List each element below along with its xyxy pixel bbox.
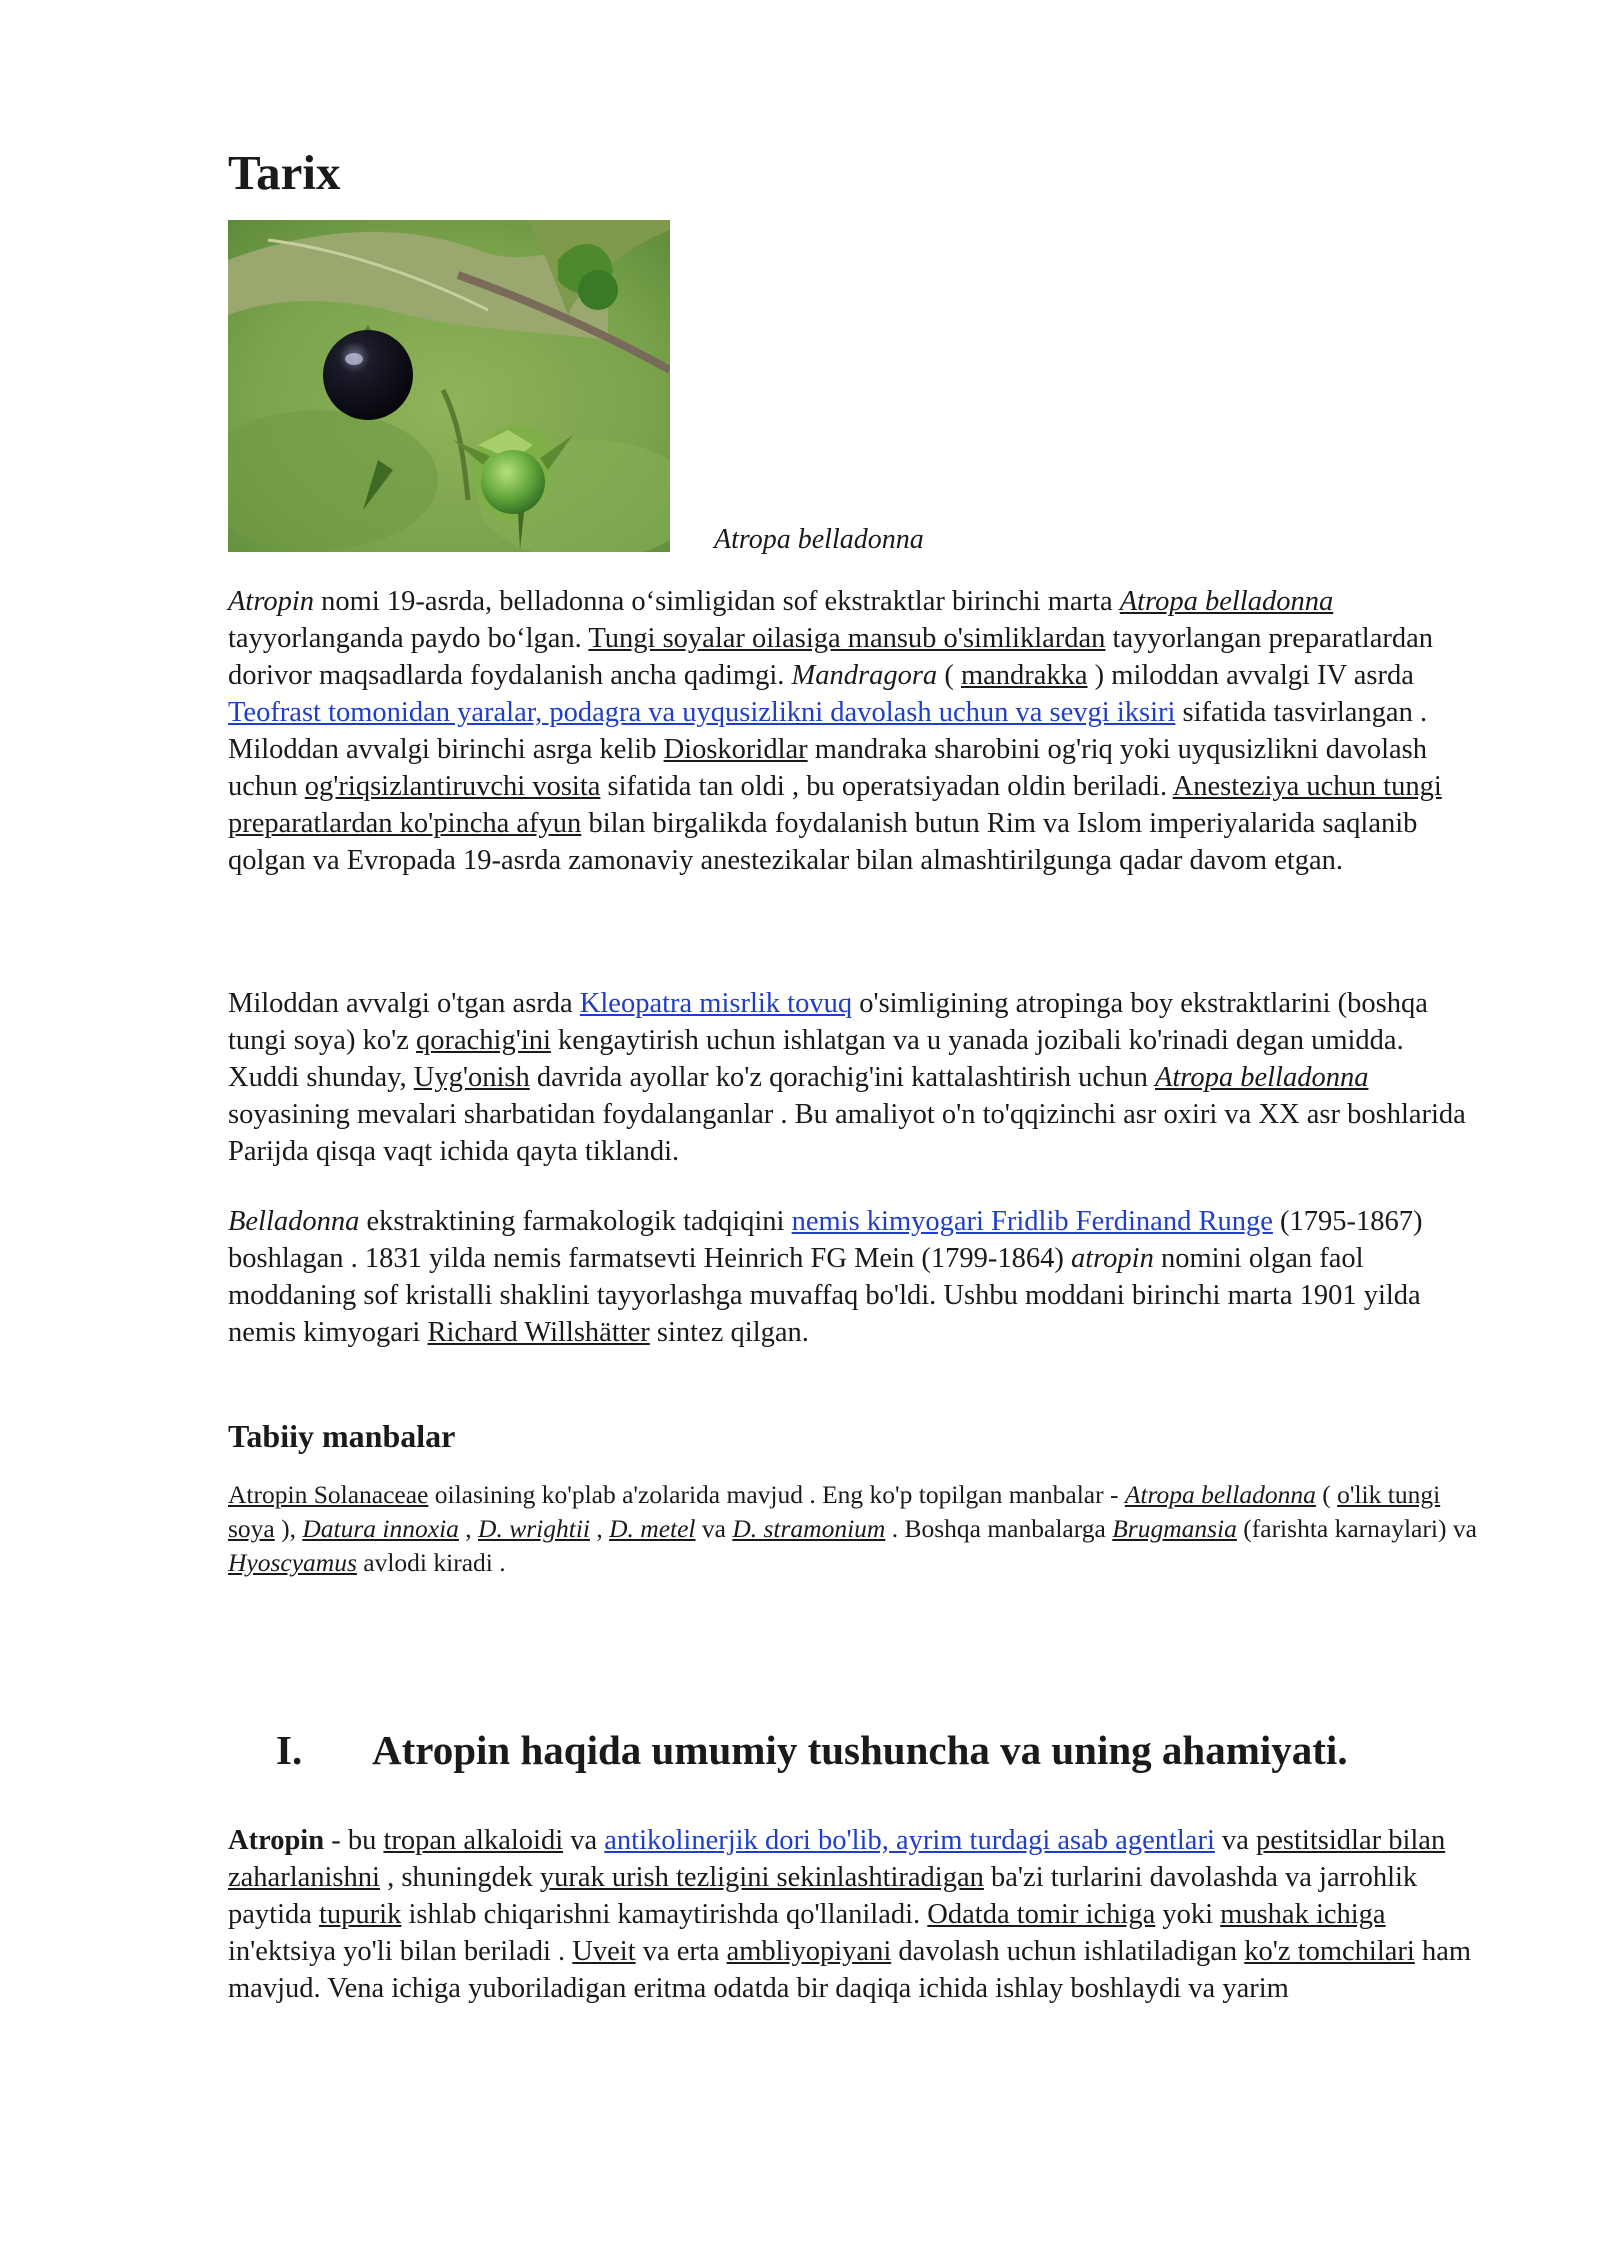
text-run: nomini olgan faol moddaning sof kristalli shaklini tayyorlashga muvaffaq bo'ldi. Ushbu moddani birinchi marta 1901 yilda nemis kimyogari bbox=[228, 1243, 1421, 1348]
text-run: ( bbox=[937, 660, 961, 691]
inline-link[interactable]: D. wrightii bbox=[478, 1514, 590, 1543]
paragraph-natural-sources bbox=[228, 1478, 1478, 1580]
section-title: Atropin haqida umumiy tushuncha va uning ahamiyati. bbox=[372, 1727, 1348, 1773]
text-run: va bbox=[695, 1514, 733, 1543]
text-run: avlodi kiradi . bbox=[356, 1548, 506, 1577]
text-run: - bu bbox=[324, 1825, 384, 1856]
text-run: , shuningdek bbox=[379, 1862, 540, 1893]
text-run: mandraka sharobini og'riq yoki uyqusizlikni davolash uchun bbox=[228, 734, 1428, 802]
inline-link[interactable]: o'lik tungi soya bbox=[228, 1480, 1441, 1543]
inline-link[interactable]: Richard Willshätter bbox=[427, 1317, 650, 1348]
paragraph-history-1 bbox=[228, 583, 1478, 879]
text-run: sintez qilgan. bbox=[649, 1317, 809, 1348]
text-run: va bbox=[1214, 1825, 1257, 1856]
inline-link[interactable]: D. stramonium bbox=[732, 1514, 886, 1543]
inline-link[interactable]: mandrakka bbox=[960, 660, 1088, 691]
inline-link[interactable]: og'riqsizlantiruvchi vosita bbox=[304, 771, 601, 802]
inline-link[interactable]: Atropa belladonna bbox=[1154, 1062, 1369, 1093]
text-run: o'simligining atropinga boy ekstraktlarini (boshqa tungi soya) ko'z bbox=[228, 988, 1428, 1056]
text-run: tayyorlangan preparatlardan dorivor maqsadlarda foydalanish ancha qadimgi. bbox=[228, 623, 1434, 691]
inline-link[interactable]: ko'z tomchilari bbox=[1244, 1936, 1415, 1967]
text-run: Belladonna bbox=[228, 1206, 360, 1237]
inline-link[interactable]: Anesteziya uchun tungi preparatlardan ko'pincha afyun bbox=[228, 771, 1442, 839]
section-number: I. bbox=[276, 1727, 303, 1773]
inline-link[interactable]: Tungi soyalar oilasiga mansub o'simliklardan bbox=[588, 623, 1106, 654]
inline-link[interactable]: Brugmansia bbox=[1112, 1514, 1237, 1543]
text-run: Miloddan avvalgi o'tgan asrda bbox=[228, 988, 580, 1019]
text-run: ham mavjud. Vena ichiga yuboriladigan eritma odatda bir daqiqa ichida ishlay boshlaydi va yarim bbox=[228, 1936, 1472, 2004]
text-run: nomi 19-asrda, belladonna o‘simligidan sof ekstraktlar birinchi marta bbox=[314, 586, 1120, 617]
text-run: ) miloddan avvalgi IV asrda bbox=[1087, 660, 1414, 691]
paragraph-history-2 bbox=[228, 985, 1478, 1170]
text-run: va bbox=[563, 1825, 605, 1856]
inline-link[interactable]: Kleopatra misrlik tovuq bbox=[579, 988, 853, 1019]
inline-link[interactable]: pestitsidlar bilan zaharlanishni bbox=[228, 1825, 1446, 1893]
subheading-natural-sources: Tabiiy manbalar bbox=[228, 1418, 456, 1454]
text-run: in'ektsiya yo'li bilan beriladi . bbox=[228, 1936, 573, 1967]
paragraph-atropine-overview bbox=[228, 1822, 1478, 2007]
inline-link[interactable]: mushak ichiga bbox=[1220, 1899, 1386, 1930]
text-run: soyasining mevalari sharbatidan foydalanganlar . Bu amaliyot o'n to'qqizinchi asr oxiri va XX asr boshlarida Parijda qisqa vaqt ichida qayta tiklandi. bbox=[228, 1099, 1466, 1167]
inline-link[interactable]: Uyg'onish bbox=[413, 1062, 530, 1093]
text-run: va erta bbox=[635, 1936, 727, 1967]
section-heading bbox=[276, 1727, 1348, 1773]
text-run: Mandragora bbox=[791, 660, 938, 691]
text-run: . Boshqa manbalarga bbox=[885, 1514, 1113, 1543]
inline-link[interactable]: Atropa belladonna bbox=[1119, 586, 1334, 617]
inline-link[interactable]: Uveit bbox=[572, 1936, 636, 1967]
inline-link[interactable]: Dioskoridlar bbox=[663, 734, 808, 765]
inline-link[interactable]: yurak urish tezligini sekinlashtiradigan bbox=[539, 1862, 984, 1893]
text-run: davolash uchun ishlatiladigan bbox=[891, 1936, 1245, 1967]
inline-link[interactable]: tropan alkaloidi bbox=[383, 1825, 564, 1856]
text-run: bilan birgalikda foydalanish butun Rim va Islom imperiyalarida saqlanib qolgan va Evropada 19-asrda zamonaviy anestezikalar bilan almashtirilgunga qadar davom etgan. bbox=[228, 808, 1418, 876]
inline-link[interactable]: Atropin Solanaceae bbox=[228, 1480, 429, 1509]
inline-link[interactable]: nemis kimyogari Fridlib Ferdinand Runge bbox=[791, 1206, 1273, 1237]
text-run: oilasining ko'plab a'zolarida mavjud . Eng ko'p topilgan manbalar - bbox=[428, 1480, 1125, 1509]
text-run: ba'zi turlarini davolashda va jarrohlik paytida bbox=[228, 1862, 1418, 1930]
text-run: Atropin bbox=[228, 586, 315, 617]
inline-link[interactable]: D. metel bbox=[609, 1514, 696, 1543]
text-run: davrida ayollar ko'z qorachig'ini kattalashtirish uchun bbox=[529, 1062, 1155, 1093]
text-run: kengaytirish uchun ishlatgan va u yanada jozibali ko'rinadi degan umidda. Xuddi shunday, bbox=[228, 1025, 1404, 1093]
inline-link[interactable]: Datura innoxia bbox=[302, 1514, 459, 1543]
page-title: Tarix bbox=[228, 145, 341, 200]
text-run: ), bbox=[274, 1514, 303, 1543]
text-run: Atropin bbox=[228, 1825, 325, 1856]
text-run: , bbox=[458, 1514, 479, 1543]
text-run: ekstraktining farmakologik tadqiqini bbox=[359, 1206, 792, 1237]
text-run: (1795-1867) boshlagan . 1831 yilda nemis farmatsevti Heinrich FG Mein (1799-1864) bbox=[228, 1206, 1423, 1274]
text-run: , bbox=[589, 1514, 610, 1543]
text-run: ishlab chiqarishni kamaytirishda qo'llaniladi. bbox=[401, 1899, 928, 1930]
text-run: tayyorlanganda paydo bo‘lgan. bbox=[228, 623, 589, 654]
belladonna-photo bbox=[228, 220, 670, 552]
inline-link[interactable]: Hyoscyamus bbox=[228, 1548, 357, 1577]
inline-link[interactable]: Odatda tomir ichiga bbox=[927, 1899, 1156, 1930]
text-run: atropin bbox=[1070, 1243, 1154, 1274]
text-run: sifatida tan oldi , bu operatsiyadan oldin beriladi. bbox=[600, 771, 1173, 802]
text-run: yoki bbox=[1155, 1899, 1221, 1930]
inline-link[interactable]: Teofrast tomonidan yaralar, podagra va uyqusizlikni davolash uchun va sevgi iksiri bbox=[228, 697, 1176, 728]
image-caption: Atropa belladonna bbox=[714, 524, 924, 555]
inline-link[interactable]: qorachig'ini bbox=[415, 1025, 551, 1056]
inline-link[interactable]: ambliyopiyani bbox=[726, 1936, 892, 1967]
text-run: ( bbox=[1315, 1480, 1338, 1509]
inline-link[interactable]: Atropa belladonna bbox=[1124, 1480, 1316, 1509]
inline-link[interactable]: antikolinerjik dori bo'lib, ayrim turdagi asab agentlari bbox=[604, 1825, 1215, 1856]
paragraph-history-3 bbox=[228, 1203, 1478, 1351]
inline-link[interactable]: tupurik bbox=[319, 1899, 402, 1930]
text-run: (farishta karnaylari) va bbox=[1236, 1514, 1477, 1543]
text-run: sifatida tasvirlangan . Miloddan avvalgi birinchi asrga kelib bbox=[228, 697, 1428, 765]
